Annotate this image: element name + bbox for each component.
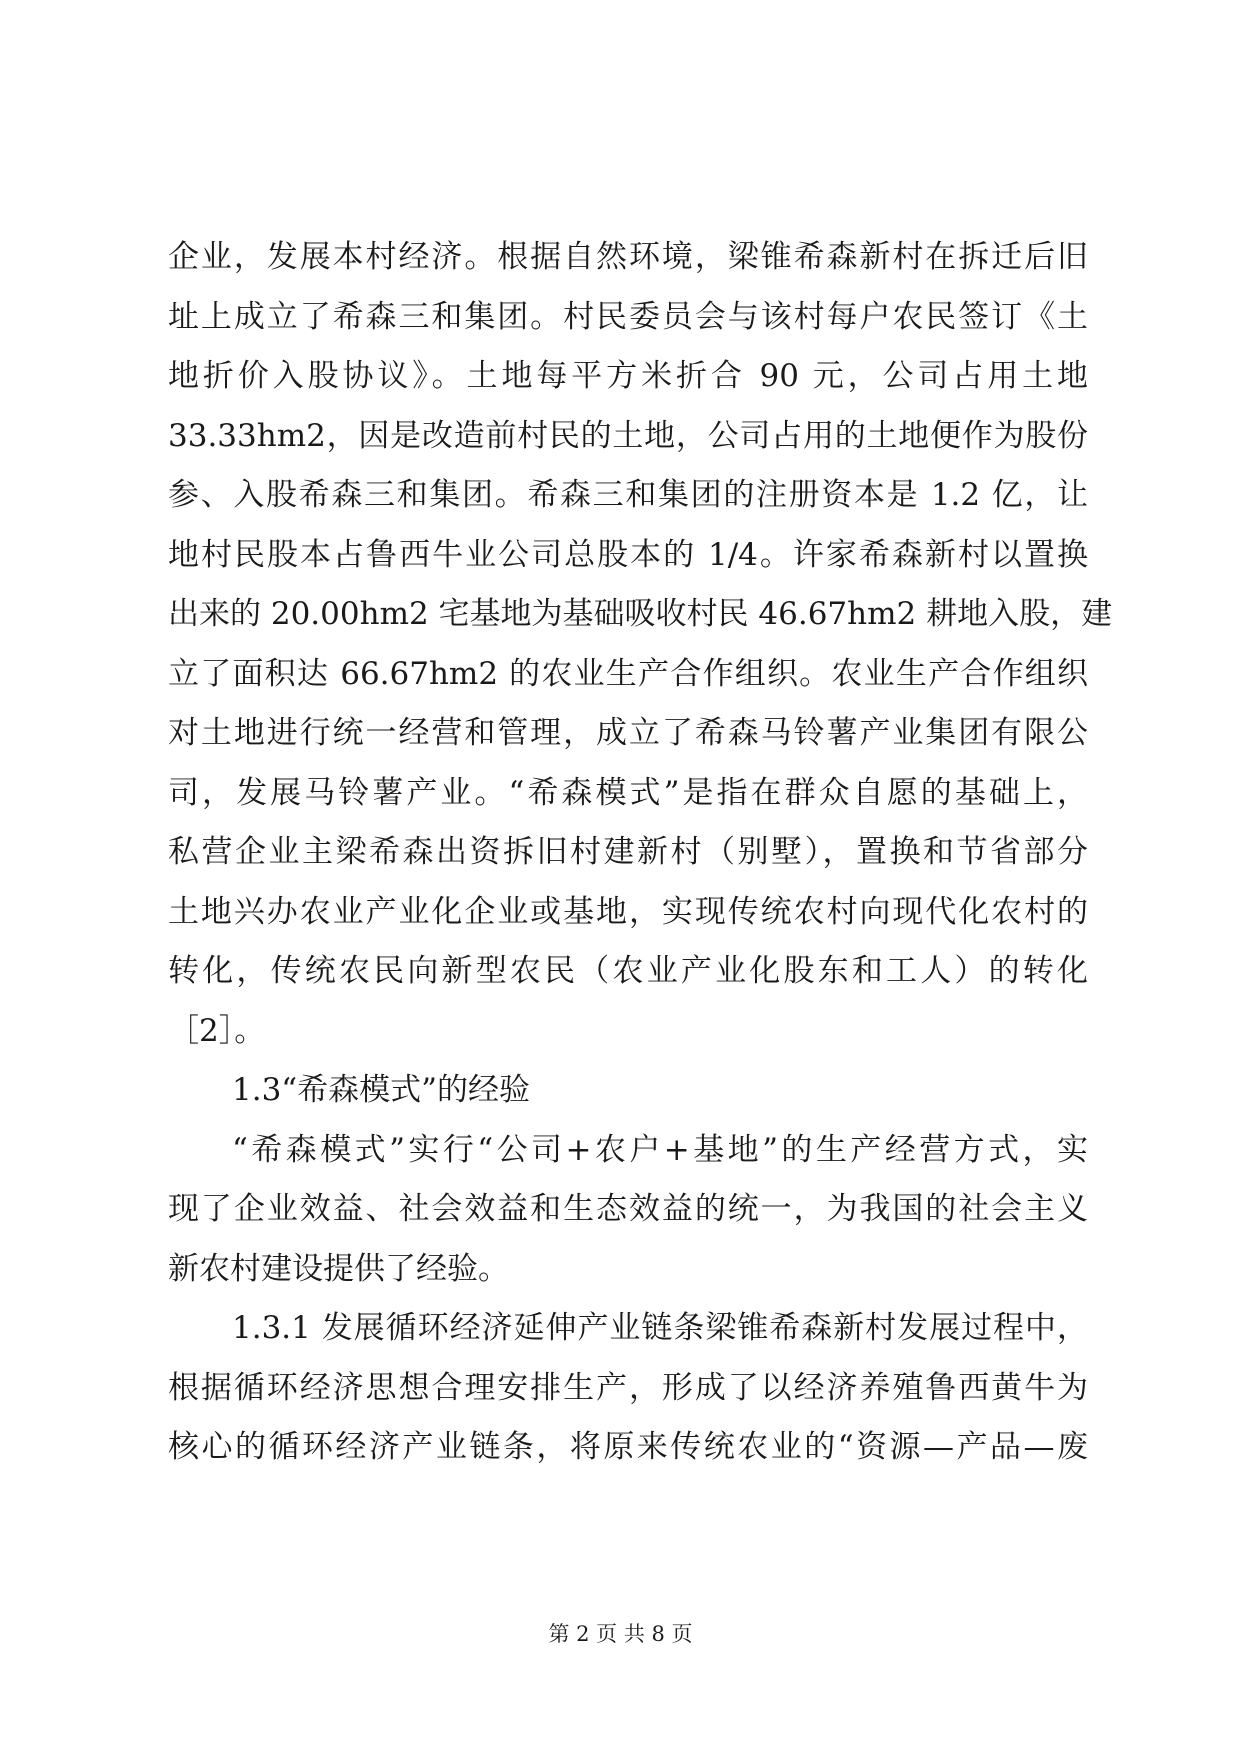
text-line: 核心的循环经济产业链条，将原来传统农业的“资源—产品—废: [168, 1429, 1088, 1465]
text-line: 土地兴办农业产业化企业或基地，实现传统农村向现代化农村的: [168, 893, 1088, 930]
page-number-label: 第 2 页 共 8 页: [548, 1622, 693, 1646]
text-line: 33.33hm2，因是改造前村民的土地，公司占用的土地便作为股份: [168, 417, 1088, 454]
page-footer: [0, 1618, 1241, 1648]
text-line: “希森模式”实行“公司+农户+基地”的生产经营方式，实: [232, 1131, 1088, 1168]
text-line: 新农村建设提供了经验。: [168, 1250, 509, 1287]
text-line: 现了企业效益、社会效益和生态效益的统一，为我国的社会主义: [168, 1191, 1088, 1227]
text-line: 转化，传统农民向新型农民（农业产业化股东和工人）的转化: [168, 953, 1088, 989]
text-line: 1.3.1 发展循环经济延伸产业链条梁锥希森新村发展过程中，: [232, 1310, 1088, 1346]
text-line: 司，发展马铃薯产业。“希森模式”是指在群众自愿的基础上，: [168, 774, 1088, 811]
text-line: 地村民股本占鲁西牛业公司总股本的 1/4。许家希森新村以置换: [168, 536, 1088, 573]
text-line: 址上成立了希森三和集团。村民委员会与该村每户农民签订《土: [168, 298, 1088, 335]
text-line: 地折价入股协议》。土地每平方米折合 90 元，公司占用土地: [168, 358, 1088, 394]
document-body: [168, 228, 1113, 1478]
text-line: 私营企业主梁希森出资拆旧村建新村（别墅），置换和节省部分: [168, 834, 1088, 870]
text-line: 企业，发展本村经济。根据自然环境，梁锥希森新村在拆迁后旧: [168, 239, 1088, 275]
text-line: 参、入股希森三和集团。希森三和集团的注册资本是 1.2 亿，让: [168, 477, 1088, 513]
text-line: 出来的 20.00hm2 宅基地为基础吸收村民 46.67hm2 耕地入股，建: [168, 596, 1113, 632]
section-heading: 1.3“希森模式”的经验: [232, 1072, 530, 1108]
text-line: 对土地进行统一经营和管理，成立了希森马铃薯产业集团有限公: [168, 715, 1088, 751]
text-line: ［2］。: [168, 1012, 266, 1049]
text-line: 根据循环经济思想合理安排生产，形成了以经济养殖鲁西黄牛为: [168, 1369, 1088, 1406]
text-line: 立了面积达 66.67hm2 的农业生产合作组织。农业生产合作组织: [168, 655, 1088, 692]
